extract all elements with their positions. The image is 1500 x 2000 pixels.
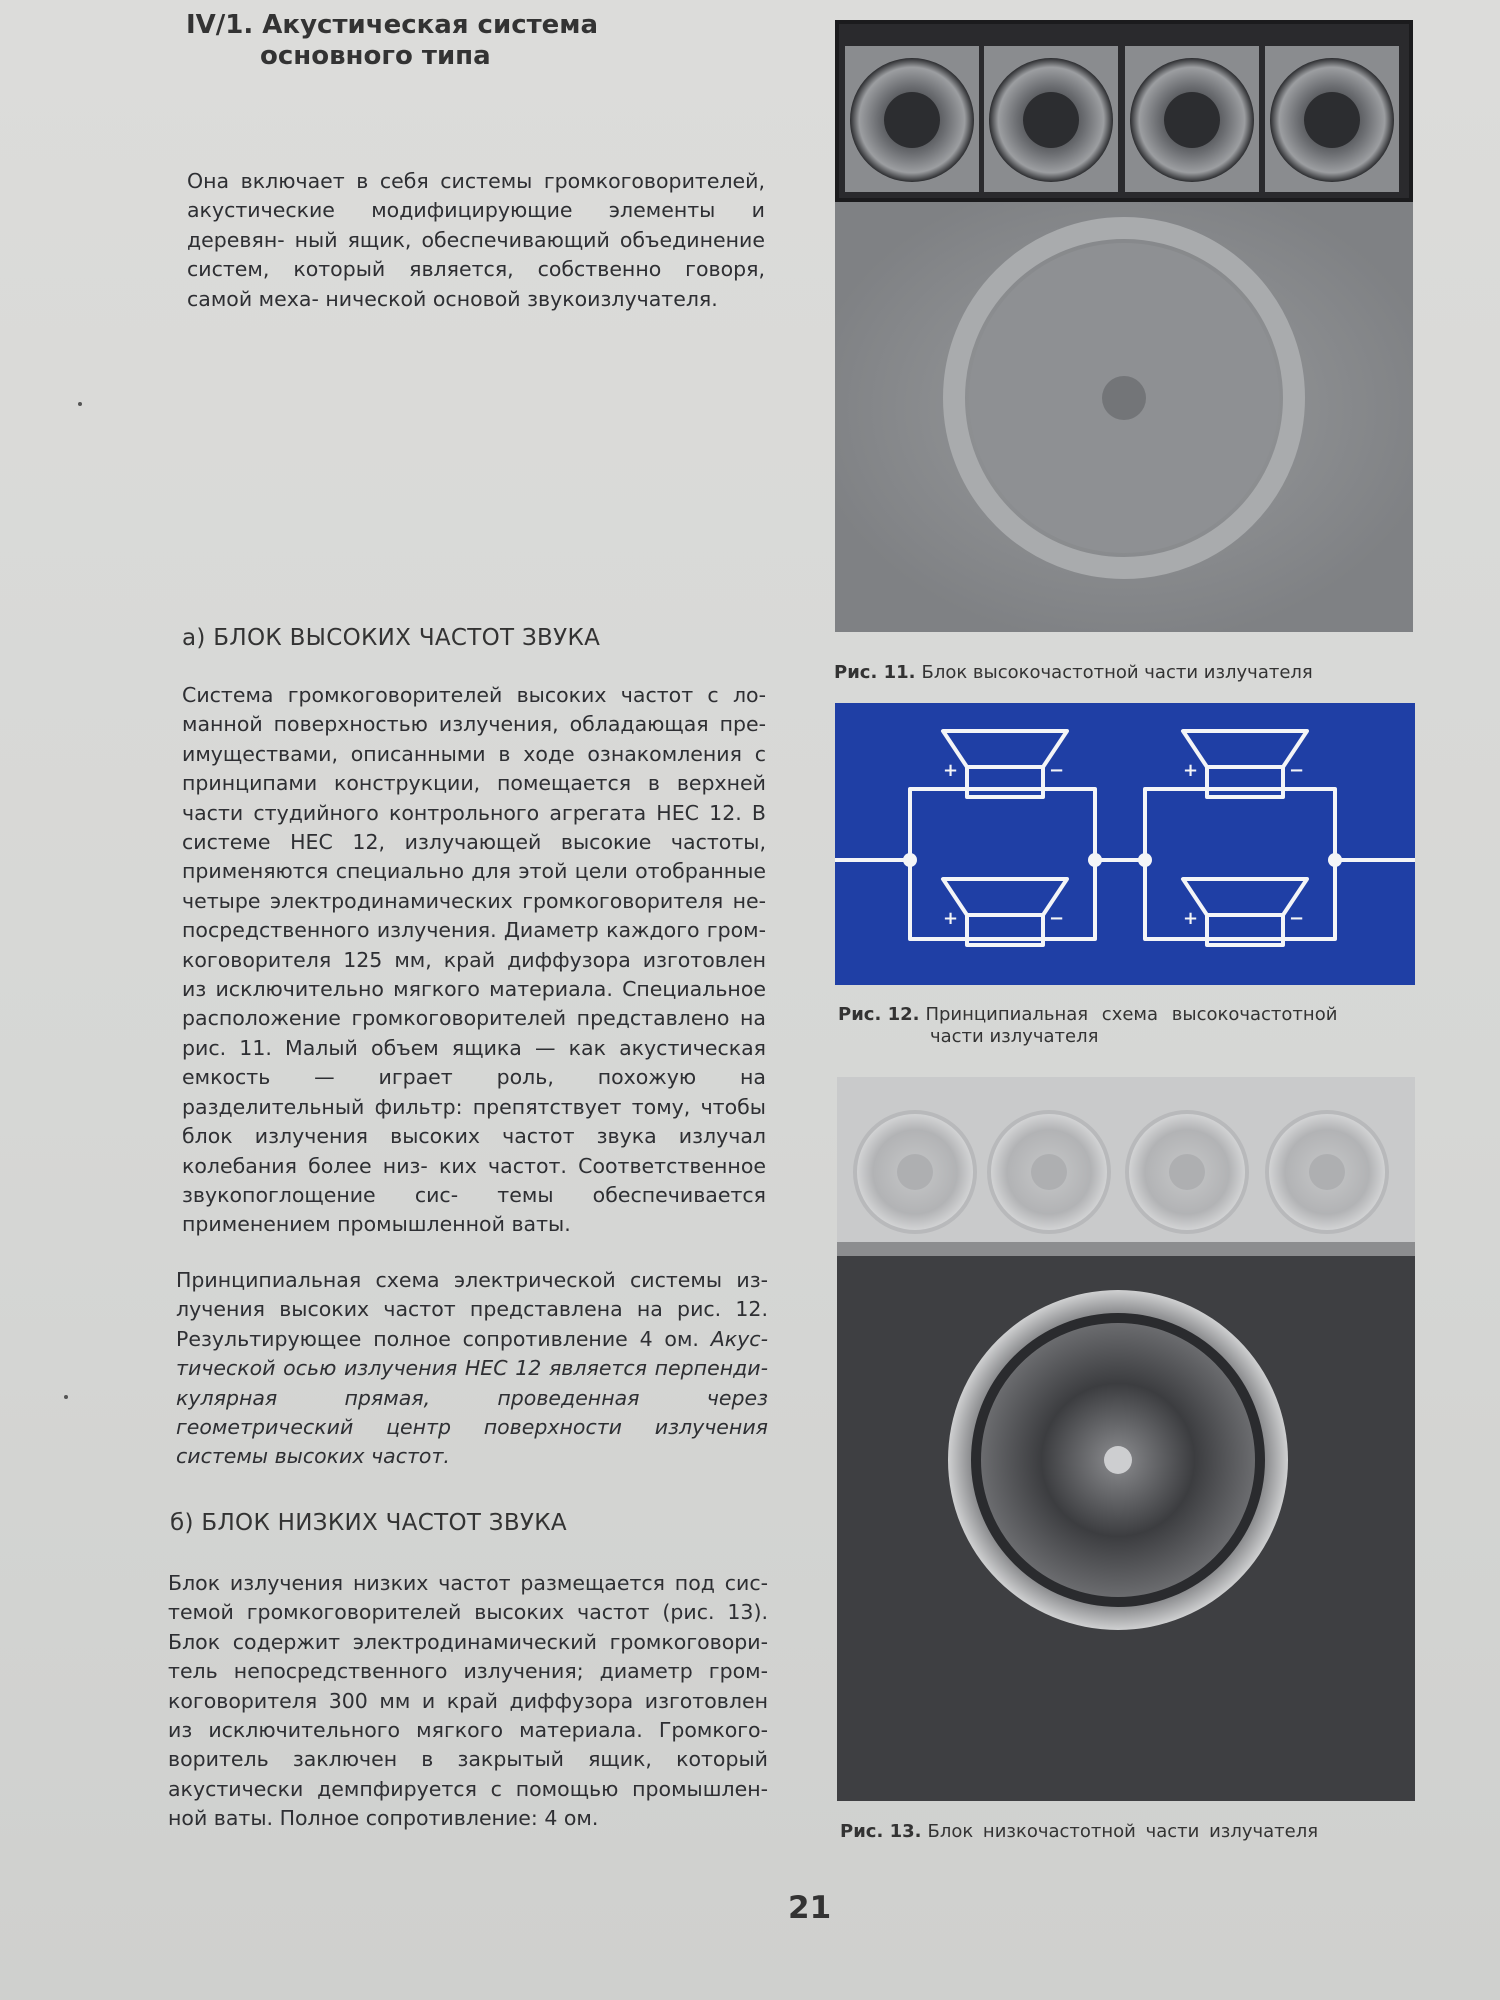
section-a-paragraph-2: Принципиальная схема электрической системы из- лучения высоких частот представлена на рис. 12. Результирующее полное сопротивление 4 ом. Акус- тической осью излучения НЕС 12 является перпенди- кулярная прямая, проведенная через геометрический центр поверхности излучения системы высоких частот. [176, 1268, 768, 1469]
paper-speck [78, 402, 82, 406]
figure-12-schematic [835, 703, 1415, 985]
schematic-background [835, 703, 1415, 985]
section-b-title: б) БЛОК НИЗКИХ ЧАСТОТ ЗВУКА [170, 1510, 567, 1536]
page-heading [186, 10, 598, 72]
tweeter-2 [984, 46, 1118, 192]
fig13-svg [837, 1077, 1415, 1801]
fig12-svg [835, 703, 1415, 985]
figure-11-photo [835, 20, 1413, 632]
heading-line-2: основного типа [260, 41, 491, 71]
heading-line-1: IV/1. Акустическая система [186, 10, 599, 40]
polarity-minus-3: − [1049, 908, 1065, 929]
polarity-minus-4: − [1289, 908, 1305, 929]
figure-13-photo [837, 1077, 1415, 1801]
page-number: 21 [788, 1890, 832, 1926]
figure-11-caption: Рис. 11. Блок высокочастотной части излучателя [834, 662, 1313, 683]
polarity-minus-2: − [1289, 760, 1305, 781]
tweeter-1 [845, 46, 979, 192]
tweeter-13-1 [855, 1112, 975, 1232]
section-a-title: а) БЛОК ВЫСОКИХ ЧАСТОТ ЗВУКА [182, 625, 601, 651]
tweeter-13-2 [989, 1112, 1109, 1232]
section-a-paragraph-1: Система громкоговорителей высоких частот с ло- манной поверхностью излучения, обладающая пре- имуществами, описанными в ходе ознакомления с принципами конструкции, помещается в верхней части студийного контрольного агрегата НЕС 12. В системе НЕС 12, излучающей высокие частоты, применяются специально для этой цели отобранные четыре электродинамических громкоговорителя не- посредственного излучения. Диаметр каждого гром- коговорителя 125 мм, край диффузора изготовлен из исключительно мягкого материала. Специальное расположение громкоговорителей представлено на рис. 11. Малый объем ящика — как акустическая емкость — играет роль, похожую на разделительный фильтр: препятствует тому, чтобы блок излучения высоких частот звука излучал колебания более низ- ких частот. Соответственное звукопоглощение сис- темы обеспечивается применением промышленной ваты. [182, 683, 766, 1237]
tweeter-13-4 [1267, 1112, 1387, 1232]
figure-13-caption: Рис. 13. Блок низкочастотной части излучателя [840, 1821, 1319, 1842]
tweeter-4 [1265, 46, 1399, 192]
paper-speck [64, 1395, 68, 1399]
fig11-svg [835, 20, 1413, 632]
polarity-plus-1: + [943, 760, 959, 781]
polarity-plus-2: + [1183, 760, 1199, 781]
tweeter-3 [1125, 46, 1259, 192]
intro-paragraph: Она включает в себя системы громкоговорителей, акустические модифицирующие элементы и деревян- ный ящик, обеспечивающий объединение систем, который является, собственно говоря, самой меха- нической основой звукоизлучателя. [187, 169, 765, 311]
tweeter-13-3 [1127, 1112, 1247, 1232]
figure-12-caption: Рис. 12. Принципиальная схема высокочастотной части излучателя [838, 1004, 1338, 1047]
polarity-plus-4: + [1183, 908, 1199, 929]
polarity-minus-1: − [1049, 760, 1065, 781]
polarity-plus-3: + [943, 908, 959, 929]
section-b-paragraph: Блок излучения низких частот размещается под сис- темой громкоговорителей высоких частот (рис. 13). Блок содержит электродинамический громкоговори- тель непосредственного излучения; диаметр гром- коговорителя 300 мм и край диффузора изготовлен из исключительного мягкого материала. Громкого- воритель заключен в закрытый ящик, который акустически демпфируется с помощью промышлен- ной ваты. Полное сопротивление: 4 ом. [168, 1571, 768, 1831]
